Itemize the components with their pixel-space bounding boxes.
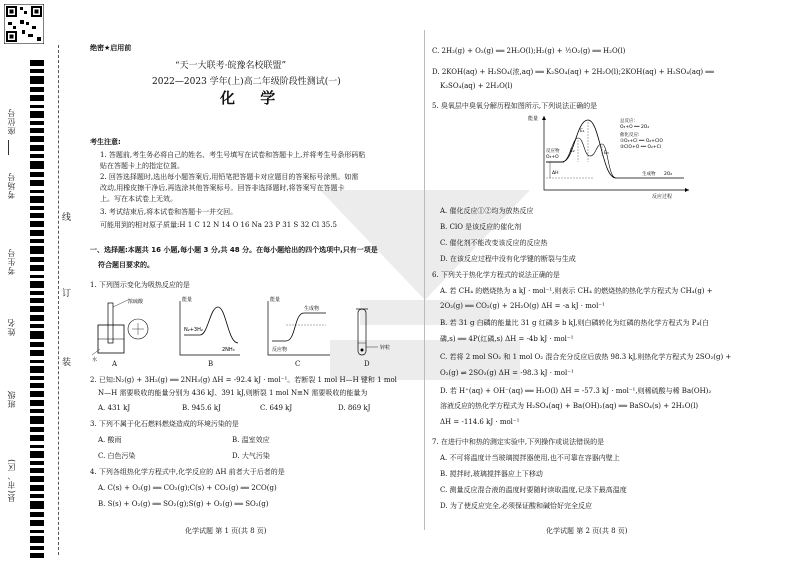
q7-option-b: B. 搅拌时,玻璃搅拌器应上下移动 bbox=[440, 470, 543, 478]
field-seat-number: 座位号 bbox=[7, 108, 16, 135]
q3-option-d: D. 大气污染 bbox=[232, 452, 270, 460]
binding-bar bbox=[30, 501, 44, 509]
q5-ylabel: 能量 bbox=[528, 116, 539, 122]
binding-bar bbox=[30, 230, 44, 236]
q5-label-dh: ΔH bbox=[552, 171, 559, 176]
binding-bar bbox=[30, 342, 44, 347]
binding-mark-install: 装 bbox=[62, 358, 72, 368]
section1-heading: 一、选择题:本题共 16 小题,每小题 3 分,共 48 分。在每小题给出的四个选项中,只有一项是 bbox=[90, 246, 378, 254]
binding-bar bbox=[30, 546, 44, 550]
binding-bar bbox=[30, 87, 44, 92]
binding-bar bbox=[30, 206, 44, 210]
q2-option-a: A. 431 kJ bbox=[98, 404, 131, 412]
binding-bar bbox=[30, 111, 44, 118]
binding-bar bbox=[30, 468, 44, 473]
q1-option-c: C bbox=[295, 360, 301, 368]
binding-bar bbox=[30, 121, 44, 125]
binding-bar bbox=[30, 476, 44, 482]
binding-bar bbox=[30, 136, 44, 142]
q3-stem: 3. 下列不属于化石燃料燃烧造成的环境污染的是 bbox=[90, 420, 239, 428]
q4-option-b: B. S(s) + O₂(g) ══ SO₂(g);S(g) + O₂(g) ══ SO₂(g) bbox=[98, 500, 269, 508]
q4-option-c: C. 2H₂(g) + O₂(g) ══ 2H₂O(l);H₂(g) + ½O₂(g) ══ H₂O(l) bbox=[432, 47, 626, 55]
page-2 bbox=[428, 0, 788, 561]
binding-bar bbox=[30, 105, 44, 108]
binding-mark-line: 线 bbox=[62, 213, 72, 223]
q1-option-d: D bbox=[364, 360, 370, 368]
q7-stem: 7. 在进行中和热的测定实验中,下列操作或说法错误的是 bbox=[432, 438, 605, 446]
q5-label-total-eq: O₃+O ══ 2O₂ bbox=[620, 125, 650, 130]
q2-option-b: B. 945.6 kJ bbox=[182, 404, 221, 412]
footer-page-1: 化学试题 第 1 页(共 8 页) bbox=[185, 527, 267, 535]
q6-stem: 6. 下列关于热化学方程式的说法正确的是 bbox=[432, 271, 560, 279]
binding-bar bbox=[30, 331, 44, 339]
binding-bar bbox=[30, 291, 44, 295]
q1-fig-a bbox=[92, 298, 148, 363]
q5-label-product: 生成物 bbox=[642, 172, 656, 177]
notice-title: 考生注意: bbox=[90, 138, 121, 146]
binding-bar bbox=[30, 391, 44, 397]
q4-stem: 4. 下列各组热化学方程式中,化学反应的 ΔH 前者大于后者的是 bbox=[90, 468, 285, 476]
q5-xlabel: 反应过程 bbox=[652, 194, 673, 200]
exam-series-title: “天一大联考·皖豫名校联盟” bbox=[175, 61, 287, 71]
q1-fig-b bbox=[180, 296, 240, 355]
binding-bar bbox=[30, 95, 44, 101]
binding-bar bbox=[30, 445, 44, 448]
q7-option-a: A. 不可将温度计当玻璃搅拌器使用,也不可靠在容器内壁上 bbox=[440, 454, 620, 462]
q6-line: 2O₂(g) ══ CO₂(g) + 2H₂O(g) ΔH = -a kJ · mol⁻¹ bbox=[440, 302, 605, 310]
q1-fig-c-label-product: 生成物 bbox=[304, 306, 320, 312]
binding-bar bbox=[30, 461, 44, 465]
q5-option-a: A. 催化反应①②均为放热反应 bbox=[440, 207, 534, 215]
q6-line: D. 若 H⁺(aq) + OH⁻(aq) ══ H₂O(l) ΔH = -57.3 kJ · mol⁻¹,则稀硫酸与稀 Ba(OH)₂ bbox=[440, 387, 712, 395]
qr-code-icon bbox=[4, 4, 44, 44]
binding-bar bbox=[30, 520, 44, 526]
q1-fig-a-label-water: 水 bbox=[92, 357, 98, 363]
field-room-number: 考场号 bbox=[7, 172, 16, 199]
q4-option-a: A. C(s) + O₂(g) ══ CO₂(g);C(s) + CO₂(g) ══ 2CO(g) bbox=[98, 484, 277, 492]
q1-fig-b-label-product: 2NH₃ bbox=[222, 347, 235, 353]
q6-line: 溶液反应的热化学方程式为 H₂SO₄(aq) + Ba(OH)₂(aq) ══ BaSO₄(s) + 2H₂O(l) bbox=[440, 402, 699, 410]
notice-item: 改动,用橡皮擦干净后,再选涂其他答案标号。回答非选择题时,将答案写在答题卡 bbox=[100, 184, 345, 192]
section1-heading-cont: 符合题目要求的。 bbox=[98, 261, 154, 269]
binding-bar bbox=[30, 366, 44, 373]
field-class: 班级 bbox=[7, 390, 16, 408]
q5-option-b: B. ClO 是该反应的催化剂 bbox=[440, 223, 522, 231]
q1-fig-c bbox=[268, 296, 330, 355]
binding-bar bbox=[30, 265, 44, 271]
q6-line: B. 若 31 g 白磷的能量比 31 g 红磷多 b kJ,则白磷转化为红磷的热化学方程式为 P₄(白 bbox=[440, 319, 709, 327]
q4-option-d-line1: D. 2KOH(aq) + H₂SO₄(浓,aq) ══ K₂SO₄(aq) + 2H₂O(l);2KOH(aq) + H₂SO₄(aq) ══ bbox=[432, 68, 714, 76]
q6-line: 磷,s) ══ 4P(红磷,s) ΔH = -4b kJ · mol⁻¹ bbox=[440, 335, 574, 343]
binding-bar bbox=[30, 494, 44, 498]
binding-bar bbox=[30, 350, 44, 356]
binding-bar bbox=[30, 360, 44, 363]
q5-label-e2: E₂ bbox=[570, 149, 575, 154]
q5-label-e3: E₃ bbox=[604, 151, 609, 156]
q1-fig-c-label-reactant: 反应物 bbox=[272, 347, 288, 353]
q1-fig-c-ylabel: 能量 bbox=[270, 297, 281, 303]
binding-bars bbox=[30, 60, 44, 560]
q1-stem: 1. 下列图示变化为吸热反应的是 bbox=[90, 281, 190, 289]
atomic-masses: 可能用到的相对原子质量:H 1 C 12 N 14 O 16 Na 23 P 31 S 32 Cl 35.5 bbox=[100, 221, 337, 229]
q5-label-step2: ②ClO+O ══ O₂+Cl bbox=[620, 145, 662, 150]
q5-label-reactant-formula: O₃+O bbox=[546, 155, 559, 160]
q3-option-a: A. 酸雨 bbox=[98, 436, 122, 444]
q5-label-total: 总反应: bbox=[620, 119, 636, 124]
column-divider bbox=[424, 30, 425, 530]
binding-bar bbox=[30, 69, 44, 73]
binding-bar bbox=[30, 190, 44, 193]
q5-label-catalytic: 催化反应: bbox=[620, 133, 640, 138]
footer-page-2: 化学试题 第 2 页(共 8 页) bbox=[546, 527, 628, 535]
binding-bar bbox=[30, 306, 44, 312]
binding-bar bbox=[30, 213, 44, 218]
notice-item: 上。写在本试卷上无效。 bbox=[100, 195, 177, 203]
q1-figures bbox=[90, 295, 420, 363]
binding-cut-line bbox=[58, 45, 59, 555]
binding-bar bbox=[30, 172, 44, 177]
q3-option-c: C. 白色污染 bbox=[98, 452, 136, 460]
exam-session-title: 2022—2023 学年(上)高二年级阶段性测试(一) bbox=[152, 77, 341, 87]
binding-bar bbox=[30, 315, 44, 321]
binding-bar bbox=[30, 145, 44, 151]
binding-bar bbox=[30, 427, 44, 432]
binding-bar bbox=[30, 376, 44, 380]
binding-bar bbox=[30, 275, 44, 278]
q2-stem-line2: N—H 需要吸收的能量分别为 436 kJ、391 kJ,则断裂 1 mol N≡N 需要吸收的能量为 bbox=[98, 389, 368, 397]
binding-bar bbox=[30, 60, 44, 66]
subject-title: 化 学 bbox=[220, 89, 286, 107]
notice-item: 3. 考试结束后,将本试卷和答题卡一并交回。 bbox=[100, 208, 238, 216]
binding-bar bbox=[30, 485, 44, 491]
q7-option-d: D. 为了使反应完全,必须保证酸和碱恰好完全反应 bbox=[440, 502, 593, 510]
q1-fig-b-label-reactant: N₂+3H₂ bbox=[184, 327, 203, 333]
q5-label-product-formula: 2O₂ bbox=[664, 172, 673, 177]
binding-bar bbox=[30, 180, 44, 186]
binding-strip bbox=[0, 0, 88, 561]
binding-bar bbox=[30, 298, 44, 303]
q5-stem: 5. 臭氧层中臭氧分解历程如图所示,下列说法正确的是 bbox=[432, 102, 598, 110]
field-county: 县(市、区) bbox=[7, 458, 16, 503]
q1-option-a: A bbox=[112, 360, 118, 368]
q1-fig-d bbox=[356, 309, 390, 355]
binding-bar bbox=[30, 435, 44, 441]
binding-bar bbox=[30, 239, 44, 243]
binding-bar bbox=[30, 409, 44, 413]
q2-stem-line1: 2. 已知:N₂(g) + 3H₂(g) ══ 2NH₃(g) ΔH = -92.4 kJ · mol⁻¹。若断裂 1 mol H—H 键和 1 mol bbox=[90, 376, 397, 384]
binding-bar bbox=[30, 128, 44, 133]
secret-label: 绝密★启用前 bbox=[90, 44, 132, 52]
q6-line: ΔH = -114.6 kJ · mol⁻¹ bbox=[440, 418, 520, 426]
notice-item: 2. 回答选择题时,选出每小题答案后,用铅笔把答题卡对应题目的答案标号涂黑。如需 bbox=[100, 173, 359, 181]
q1-fig-d-label: 锌粒 bbox=[380, 345, 391, 351]
binding-bar bbox=[30, 161, 44, 169]
binding-bar bbox=[30, 451, 44, 458]
binding-bar bbox=[30, 536, 44, 543]
q5-label-e1: E₁ bbox=[580, 129, 585, 134]
binding-mark-order: 订 bbox=[62, 289, 72, 299]
field-name: 姓名 bbox=[7, 318, 16, 336]
page-1 bbox=[90, 0, 420, 561]
field-candidate-number: 考生号 bbox=[7, 248, 16, 275]
binding-bar bbox=[30, 553, 44, 558]
q1-fig-a-label-acid: 浓硫酸 bbox=[128, 299, 144, 305]
binding-bar bbox=[30, 416, 44, 424]
q6-line: C. 若将 2 mol SO₂ 和 1 mol O₂ 混合充分反应后放热 98.3 kJ,则热化学方程式为 2SO₂(g) + bbox=[440, 353, 732, 361]
q6-line: O₂(g) ⇌ 2SO₃(g) ΔH = -98.3 kJ · mol⁻¹ bbox=[440, 369, 574, 377]
binding-bar bbox=[30, 383, 44, 388]
q7-option-c: C. 测量反应混合液的温度时要随时读取温度,记录下最高温度 bbox=[440, 486, 627, 494]
q3-option-b: B. 温室效应 bbox=[232, 436, 270, 444]
binding-bar bbox=[30, 512, 44, 517]
binding-bar bbox=[30, 530, 44, 533]
q2-option-c: C. 649 kJ bbox=[260, 404, 293, 412]
binding-bar bbox=[30, 257, 44, 262]
q2-option-d: D. 869 kJ bbox=[338, 404, 371, 412]
q5-energy-diagram bbox=[524, 112, 694, 202]
notice-item: 1. 答题前,考生务必将自己的姓名、考生号填写在试卷和答题卡上,并将考生号条形码粘 bbox=[100, 151, 366, 159]
q1-fig-b-ylabel: 能量 bbox=[182, 297, 193, 303]
binding-bar bbox=[30, 154, 44, 158]
q6-line: A. 若 CH₄ 的燃烧热为 a kJ · mol⁻¹,则表示 CH₄ 的燃烧热的热化学方程式为 CH₄(g) + bbox=[440, 287, 713, 295]
binding-bar bbox=[30, 196, 44, 203]
binding-bar bbox=[30, 76, 44, 84]
q5-label-reactant: 反应物 bbox=[546, 149, 560, 154]
q5-option-c: C. 催化剂不能改变该反应的反应热 bbox=[440, 239, 548, 247]
q4-option-d-line2: K₂SO₄(aq) + 2H₂O(l) bbox=[440, 82, 513, 90]
q5-label-step1: ①O₃+Cl ══ O₂+ClO bbox=[620, 139, 663, 144]
binding-bar bbox=[30, 246, 44, 254]
binding-bar bbox=[30, 221, 44, 227]
binding-bar bbox=[30, 324, 44, 328]
q1-option-b: B bbox=[208, 360, 214, 368]
binding-bar bbox=[30, 400, 44, 406]
notice-item: 贴在答题卡上的指定位置。 bbox=[100, 162, 184, 170]
binding-bar bbox=[30, 281, 44, 288]
q5-option-d: D. 在该反应过程中没有化学键的断裂与生成 bbox=[440, 255, 576, 263]
